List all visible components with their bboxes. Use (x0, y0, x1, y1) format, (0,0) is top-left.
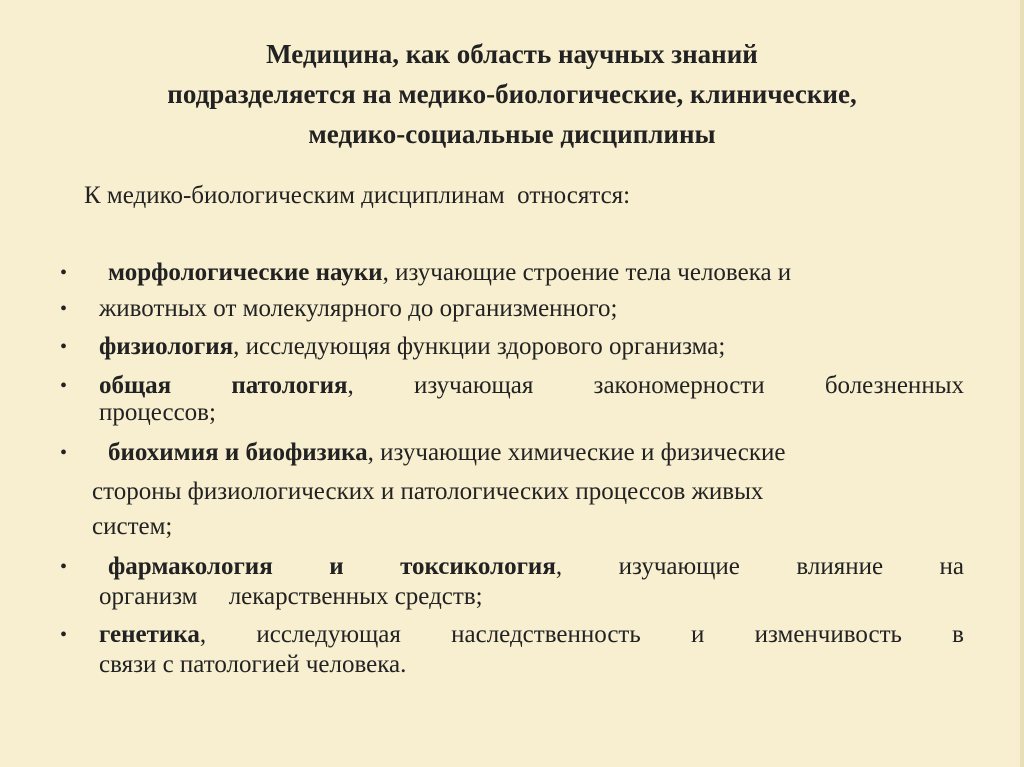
title-line-3: медико-социальные дисциплины (308, 119, 716, 149)
title-line-1: Медицина, как область научных знаний (266, 39, 758, 69)
list-item-term: фармакология и токсикология (108, 553, 556, 580)
bullet-icon: • (60, 624, 68, 646)
list-item-text: систем; (92, 513, 173, 540)
bullet-icon: • (60, 442, 68, 464)
intro-text: К медико-биологическим дисциплинам относятся: (84, 182, 631, 209)
bullet-icon: • (60, 556, 68, 578)
title-line-2: подразделяется на медико-биологические, клинические, (167, 79, 857, 109)
list-item-text: стороны физиологических и патологических процессов живых (92, 478, 764, 505)
list-item-text: , изучающие химические и физические (367, 439, 786, 466)
list-item-term: морфологические науки (108, 259, 383, 286)
list-item-text: организм лекарственных средств; (99, 583, 483, 610)
slide-title (0, 34, 1024, 154)
list-item-text: , изучающие влияние на (555, 553, 964, 580)
list-item-line (108, 552, 964, 582)
list-item-line (99, 332, 725, 362)
bullet-icon: • (60, 262, 68, 284)
list-item-line (108, 258, 791, 288)
list-item-text: , исследующая наследственность и изменчивость в (199, 621, 964, 648)
list-item-text: животных от молекулярного до организменного; (99, 295, 618, 322)
list-item-text: , исследующяя функции здорового организма; (233, 333, 726, 360)
list-item-text: связи с патологией человека. (99, 651, 407, 678)
list-item-line (108, 438, 786, 468)
list-item-term: общая патология (99, 372, 348, 399)
list-item-line (99, 371, 964, 401)
bullet-icon: • (60, 336, 68, 358)
list-item-text: , изучающая закономерности болезненных (347, 372, 964, 399)
list-item-term: биохимия и биофизика (108, 439, 368, 466)
bullet-icon: • (60, 375, 68, 397)
list-item-text: процессов; (99, 399, 216, 426)
list-item-text: , изучающие строение тела человека и (382, 259, 792, 286)
list-item-term: генетика (99, 621, 200, 648)
bullet-icon: • (60, 298, 68, 320)
list-item-line (99, 620, 964, 650)
list-item-term: физиология (99, 333, 234, 360)
